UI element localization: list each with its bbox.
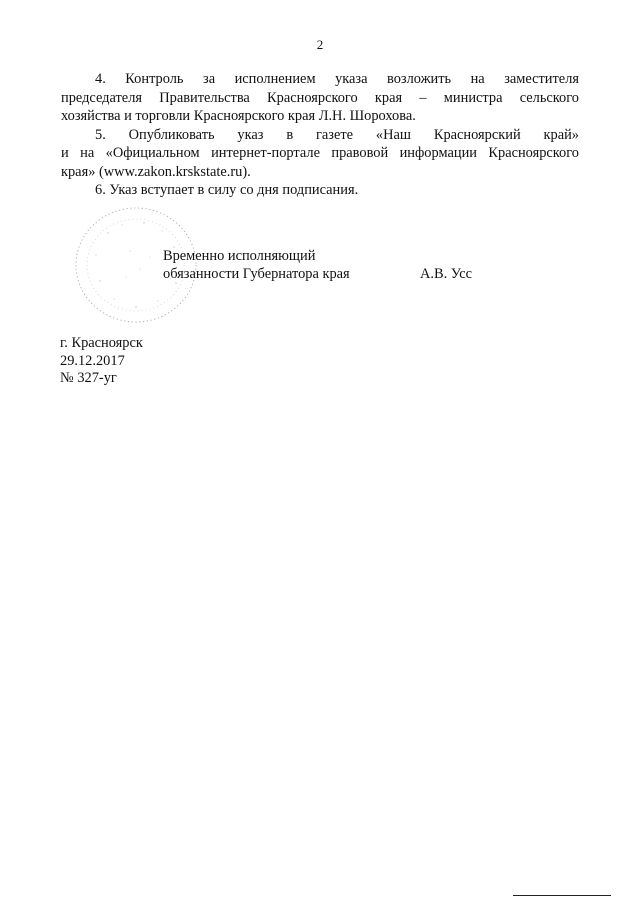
issue-details — [60, 335, 143, 388]
page-number: 2 — [316, 37, 324, 52]
paragraph-item-5 — [61, 126, 579, 182]
text-line: хозяйства и торговли Красноярского края Л.Н. Шорохова. — [61, 108, 416, 124]
document-body — [61, 70, 579, 200]
paragraph-item-4 — [61, 70, 579, 126]
signatory-name: А.В. Усс — [420, 266, 473, 282]
signatory-position — [163, 247, 350, 283]
issue-place: г. Красноярск — [60, 335, 143, 351]
text-line: 6. Указ вступает в силу со дня подписания. — [95, 182, 359, 198]
signatory-position-line: обязанности Губернатора края — [163, 266, 350, 282]
issue-number: № 327-уг — [60, 370, 117, 386]
issue-date: 29.12.2017 — [60, 352, 125, 369]
footer-divider — [513, 895, 611, 896]
signatory-position-line: Временно исполняющий — [163, 248, 316, 264]
text-line: 5. Опубликовать указ в газете «Наш Красноярский край» — [95, 126, 579, 143]
text-line: 4. Контроль за исполнением указа возложить на заместителя — [95, 71, 579, 87]
paragraph-item-6 — [61, 181, 579, 200]
text-line: края» (www.zakon.krskstate.ru). — [61, 163, 251, 180]
text-line: председателя Правительства Красноярского края – министра сельского — [61, 89, 579, 106]
text-line: и на «Официальном интернет-портале правовой информации Красноярского — [61, 145, 579, 161]
